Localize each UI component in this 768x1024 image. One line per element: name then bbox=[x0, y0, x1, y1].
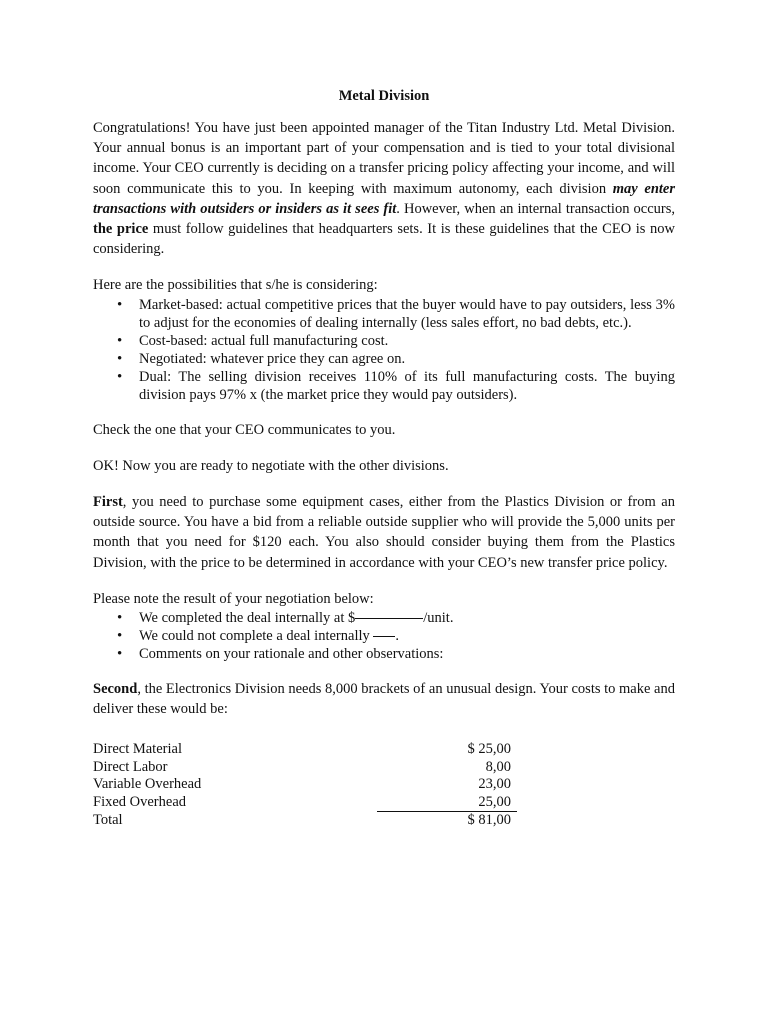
check-paragraph: Check the one that your CEO communicates to you. bbox=[93, 421, 396, 438]
table-row bbox=[93, 759, 517, 777]
table-row bbox=[93, 741, 517, 759]
table-row bbox=[93, 776, 517, 794]
page-title: Metal Division bbox=[338, 88, 430, 104]
list-item bbox=[113, 627, 675, 645]
cost-label: Direct Labor bbox=[93, 758, 168, 775]
deal-failed-text: We could not complete a deal internally bbox=[139, 628, 374, 645]
intro-emphasis: may enter transactions with outsiders or insiders as it sees fit bbox=[93, 180, 675, 217]
first-label: First bbox=[93, 494, 123, 511]
possibilities-lead: Here are the possibilities that s/he is considering: bbox=[93, 277, 378, 294]
possibilities-list bbox=[113, 296, 675, 404]
intro-text-a: Congratulations! You have just been appointed manager of the Titan Industry Ltd. Metal Division. Your annual bonus is an important part of your compensation and is tied to your total divisional income. Your CEO currently is deciding on a transfer pricing policy affecting your income, and will soon communicate this to you. In keeping with maximum autonomy, each division bbox=[93, 120, 675, 197]
second-paragraph bbox=[93, 679, 675, 719]
cost-table bbox=[93, 741, 517, 830]
document-content bbox=[93, 86, 675, 830]
intro-text-c: must follow guidelines that headquarters sets. It is these guidelines that the CEO is now considering. bbox=[93, 221, 676, 258]
deal-failed-end: . bbox=[395, 628, 399, 645]
cost-amount-total: $ 81,00 bbox=[467, 812, 511, 829]
negotiation-list bbox=[113, 609, 675, 663]
deal-internal-text: We completed the deal internally at $ bbox=[139, 610, 356, 627]
cost-amount: 25,00 bbox=[377, 794, 517, 812]
list-item: • Comments on your rationale and other observations: bbox=[113, 645, 675, 663]
intro-paragraph bbox=[93, 118, 675, 259]
ok-paragraph: OK! Now you are ready to negotiate with the other divisions. bbox=[93, 457, 449, 474]
price-blank-line[interactable] bbox=[355, 618, 423, 619]
deal-failed-blank-line[interactable] bbox=[373, 636, 395, 637]
cost-label: Variable Overhead bbox=[93, 776, 202, 793]
cost-amount: 23,00 bbox=[478, 776, 511, 793]
second-label: Second bbox=[93, 681, 138, 698]
list-item: • Market-based: actual competitive prices that the buyer would have to pay outsiders, less 3% to adjust for the economies of dealing internally (less sales effort, no bad debts, etc.). bbox=[113, 296, 675, 332]
intro-text-b: . However, when an internal transaction occurs, bbox=[396, 200, 675, 217]
list-item: • Cost-based: actual full manufacturing cost. bbox=[113, 332, 675, 350]
second-text: , the Electronics Division needs 8,000 brackets of an unusual design. Your costs to make and deliver these would be: bbox=[93, 681, 675, 718]
first-text: , you need to purchase some equipment cases, either from the Plastics Division or from an outside source. You have a bid from a reliable outside supplier who will provide the 5,000 units per month that you need for $120 each. You also should consider buying them from the Plastics Division, with the price to be determined in accordance with your CEO’s new transfer price policy. bbox=[93, 494, 675, 571]
cost-amount: $ 25,00 bbox=[467, 741, 511, 758]
cost-label: Total bbox=[93, 812, 123, 829]
list-item bbox=[113, 609, 675, 627]
intro-bold-price: the price bbox=[93, 221, 149, 238]
list-item: • Dual: The selling division receives 110% of its full manufacturing costs. The buying division pays 97% x (the market price they would pay outsiders). bbox=[113, 368, 675, 404]
first-paragraph bbox=[93, 492, 675, 573]
table-row bbox=[93, 794, 517, 812]
negotiation-lead: Please note the result of your negotiation below: bbox=[93, 590, 374, 607]
list-item: • Negotiated: whatever price they can agree on. bbox=[113, 350, 675, 368]
cost-amount: 8,00 bbox=[485, 758, 511, 775]
cost-label: Direct Material bbox=[93, 741, 182, 758]
deal-internal-unit: /unit. bbox=[423, 610, 454, 627]
table-row-total bbox=[93, 812, 517, 830]
cost-label: Fixed Overhead bbox=[93, 794, 187, 811]
